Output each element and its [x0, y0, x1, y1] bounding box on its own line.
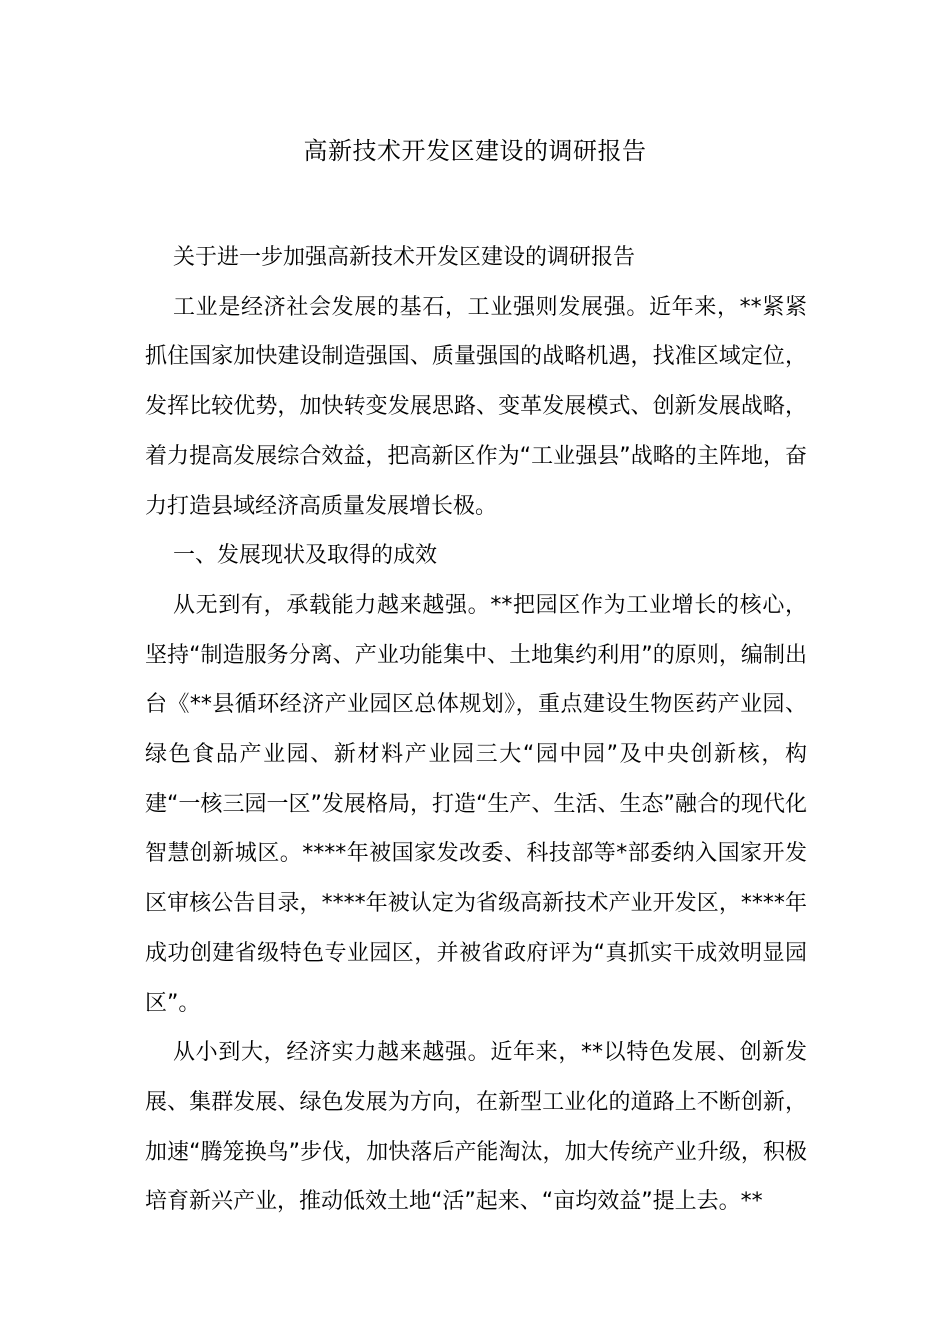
paragraph-economy: 从小到大，经济实力越来越强。近年来，**以特色发展、创新发展、集群发展、绿色发展为方向，在新型工业化的道路上不断创新，加速“腾笼换鸟”步伐，加快落后产能淘汰，加大传统产业升级，积极培育新兴产业，推动低效土地“活”起来、“亩均效益”提上去。** [145, 1040, 807, 1215]
section-heading-1: 一、发展现状及取得的成效 [173, 543, 438, 569]
document-title: 高新技术开发区建设的调研报告 [303, 137, 647, 165]
paragraph-intro: 工业是经济社会发展的基石，工业强则发展强。近年来，**紧紧抓住国家加快建设制造强国、质量强国的战略机遇，找准区域定位，发挥比较优势，加快转变发展思路、变革发展模式、创新发展战略，着力提高发展综合效益，把高新区作为“工业强县”战略的主阵地，奋力打造县域经济高质量发展增长极。 [145, 294, 807, 519]
document-body [145, 233, 807, 1227]
paragraph-subtitle: 关于进一步加强高新技术开发区建设的调研报告 [173, 245, 636, 270]
paragraph-capacity: 从无到有，承载能力越来越强。**把园区作为工业增长的核心，坚持“制造服务分离、产业功能集中、土地集约利用”的原则，编制出台《**县循环经济产业园区总体规划》，重点建设生物医药产业园、绿色食品产业园、新材料产业园三大“园中园”及中央创新核，构建“一核三园一区”发展格局，打造“生产、生活、生态”融合的现代化智慧创新城区。****年被国家发改委、科技部等*部委纳入国家开发区审核公告目录，****年被认定为省级高新技术产业开发区，****年成功创建省级特色专业园区，并被省政府评为“真抓实干成效明显园区”。 [145, 592, 807, 1016]
